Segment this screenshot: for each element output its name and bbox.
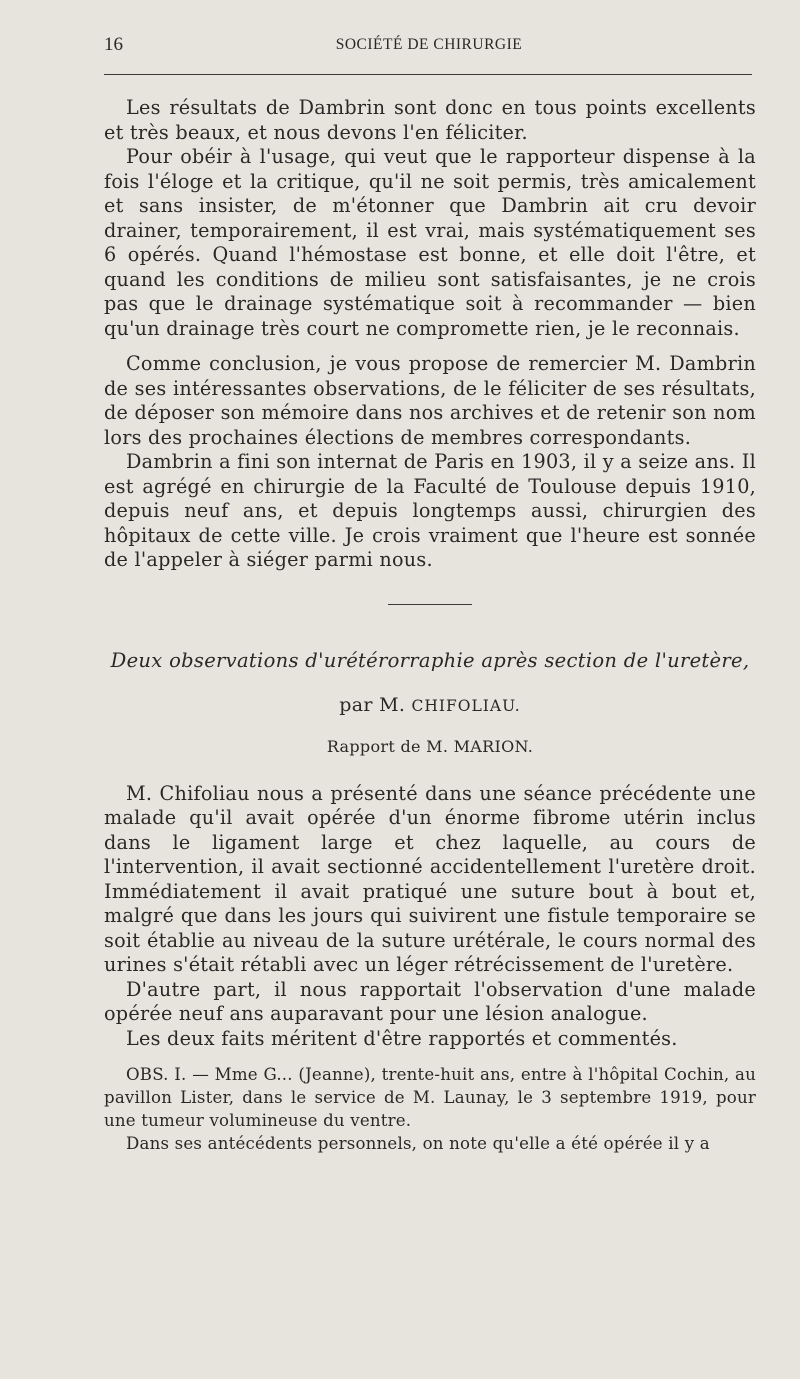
paragraph-antecedents: Dans ses antécédents personnels, on note qu'elle a été opérée il y a: [126, 1134, 710, 1153]
paragraph-drainage-critique: Pour obéir à l'usage, qui veut que le rapporteur dispense à la fois l'éloge et la critique, qu'il ne soit permis, très amicalement et sans insister, de m'étonner que Dambrin ait cru devoir drainer, temporairement, il est vrai, mais systématiquement ses 6 opérés. Quand l'hémostase est bonne, et elle doit l'être, et quand les conditions de milieu sont satisfaisantes, je ne crois pas que le drainage systématique soit à recommander — bien qu'un drainage très court ne compromette rien, je le reconnais.: [104, 145, 756, 340]
paragraph-both-cases: Les deux faits méritent d'être rapportés et commentés.: [126, 1026, 678, 1050]
page-number: 16: [104, 34, 123, 55]
article-title: Deux observations d'urétérorraphie après section de l'uretère,: [110, 648, 750, 672]
header-title: SOCIÉTÉ DE CHIRURGIE: [335, 36, 523, 53]
paragraph-observation-1: OBS. I. — Mme G... (Jeanne), trente-huit ans, entre à l'hôpital Cochin, au pavillon Lister, dans le service de M. Launay, le 3 septembre 1919, pour une tumeur volumineuse du ventre.: [104, 1065, 756, 1130]
section-divider: [388, 604, 472, 605]
header-rule: [104, 74, 752, 75]
paragraph-results: Les résultats de Dambrin sont donc en tous points excellents et très beaux, et nous devons l'en féliciter.: [104, 96, 756, 144]
author-name: CHIFOLIAU.: [411, 696, 521, 715]
paragraph-dambrin-career: Dambrin a fini son internat de Paris en 1903, il y a seize ans. Il est agrégé en chirurgie de la Faculté de Toulouse depuis 1910, depuis neuf ans, et depuis longtemps aussi, chirurgien des hôpitaux de cette ville. Je crois vraiment que l'heure est sonnée de l'appeler à siéger parmi nous.: [104, 450, 756, 571]
paragraph-case-presentation: M. Chifoliau nous a présenté dans une séance précédente une malade qu'il avait opérée d'un énorme fibrome utérin inclus dans le ligament large et chez laquelle, au cours de l'intervention, il avait sectionné accidentellement l'uretère droit. Immédiatement il avait pratiqué une suture bout à bout et, malgré que dans les jours qui suivirent une fistule temporaire se soit établie au niveau de la suture urétérale, le cours normal des urines s'était rétabli avec un léger rétrécissement de l'uretère.: [104, 781, 756, 976]
report-byline: Rapport de M. MARION.: [326, 736, 534, 756]
author-prefix: par M.: [339, 693, 412, 716]
paragraph-conclusion: Comme conclusion, je vous propose de remercier M. Dambrin de ses intéressantes observations, de le féliciter de ses résultats, de déposer son mémoire dans nos archives et de retenir son nom lors des prochaines élections de membres correspondants.: [104, 352, 756, 449]
running-head: [104, 34, 754, 64]
page-body: [104, 96, 756, 1155]
article-author: [104, 693, 756, 718]
paragraph-second-case: D'autre part, il nous rapportait l'observation d'une malade opérée neuf ans auparavant pour une lésion analogue.: [104, 977, 756, 1025]
